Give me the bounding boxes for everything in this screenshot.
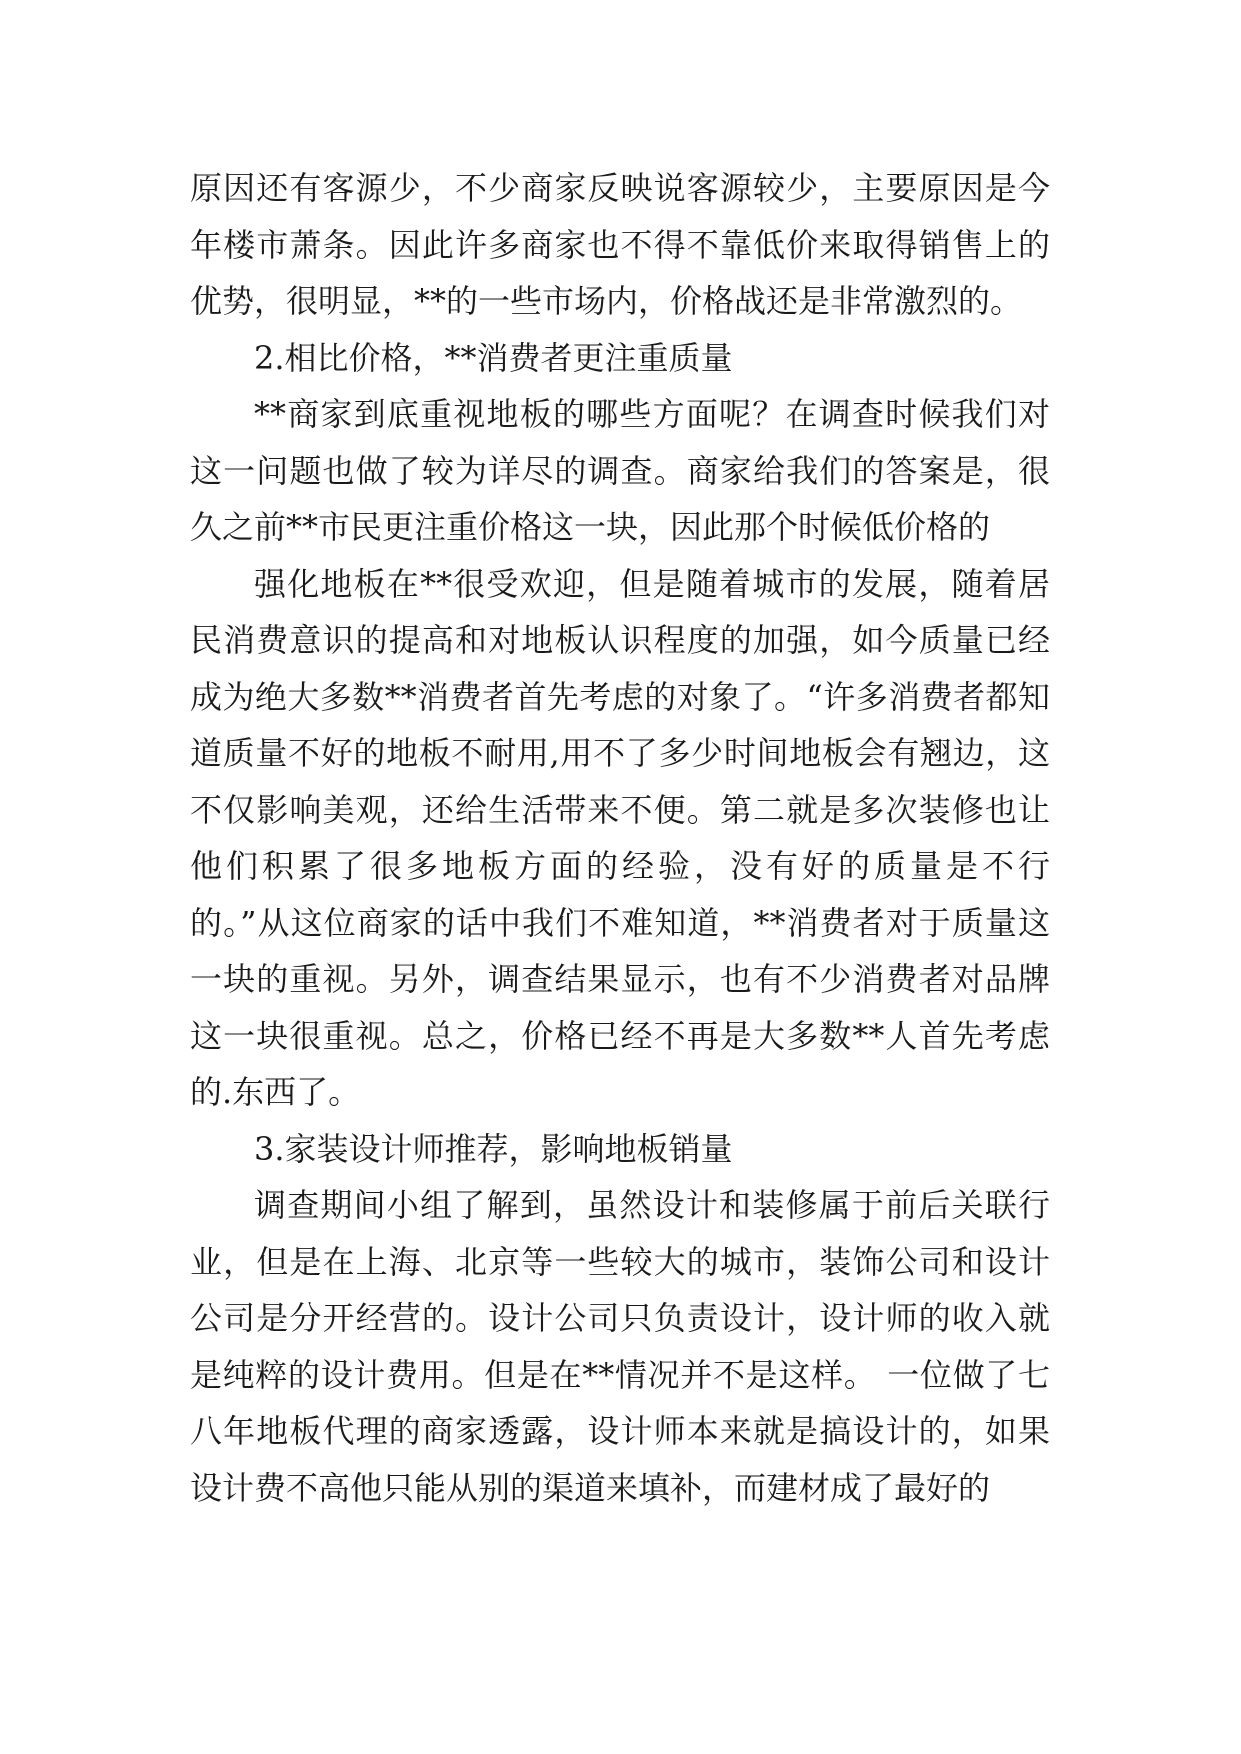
section-heading-2: 2.相比价格，**消费者更注重质量 [254, 338, 733, 377]
paragraph-designer-influence: 调查期间小组了解到，虽然设计和装修属于前后关联行业，但是在上海、北京等一些较大的城市，装饰公司和设计公司是分开经营的。设计公司只负责设计，设计师的收入就是纯粹的设计费用。但是在**情况并不是这样。 一位做了七八年地板代理的商家透露，设计师本来就是搞设计的，如果设计费不高他只能从别的渠道来填补，而建材成了最好的 [190, 1186, 1050, 1507]
document-body [190, 160, 1050, 1516]
paragraph-quality-priority: 强化地板在**很受欢迎，但是随着城市的发展，随着居民消费意识的提高和对地板认识程度的加强，如今质量已经成为绝大多数**消费者首先考虑的对象了。“许多消费者都知道质量不好的地板不耐用,用不了多少时间地板会有翘边，这不仅影响美观，还给生活带来不便。第二就是多次装修也让他们积累了很多地板方面的经验，没有好的质量是不行的。”从这位商家的话中我们不难知道，**消费者对于质量这一块的重视。另外，调查结果显示，也有不少消费者对品牌这一块很重视。总之，价格已经不再是大多数**人首先考虑的.东西了。 [190, 564, 1050, 1111]
paragraph-merchant-focus: **商家到底重视地板的哪些方面呢？在调查时候我们对这一问题也做了较为详尽的调查。商家给我们的答案是，很久之前**市民更注重价格这一块，因此那个时候低价格的 [190, 395, 1050, 546]
section-heading-3: 3.家装设计师推荐，影响地板销量 [254, 1129, 733, 1168]
paragraph-intro: 原因还有客源少，不少商家反映说客源较少，主要原因是今年楼市萧条。因此许多商家也不得不靠低价来取得销售上的优势，很明显，**的一些市场内，价格战还是非常激烈的。 [190, 169, 1050, 320]
